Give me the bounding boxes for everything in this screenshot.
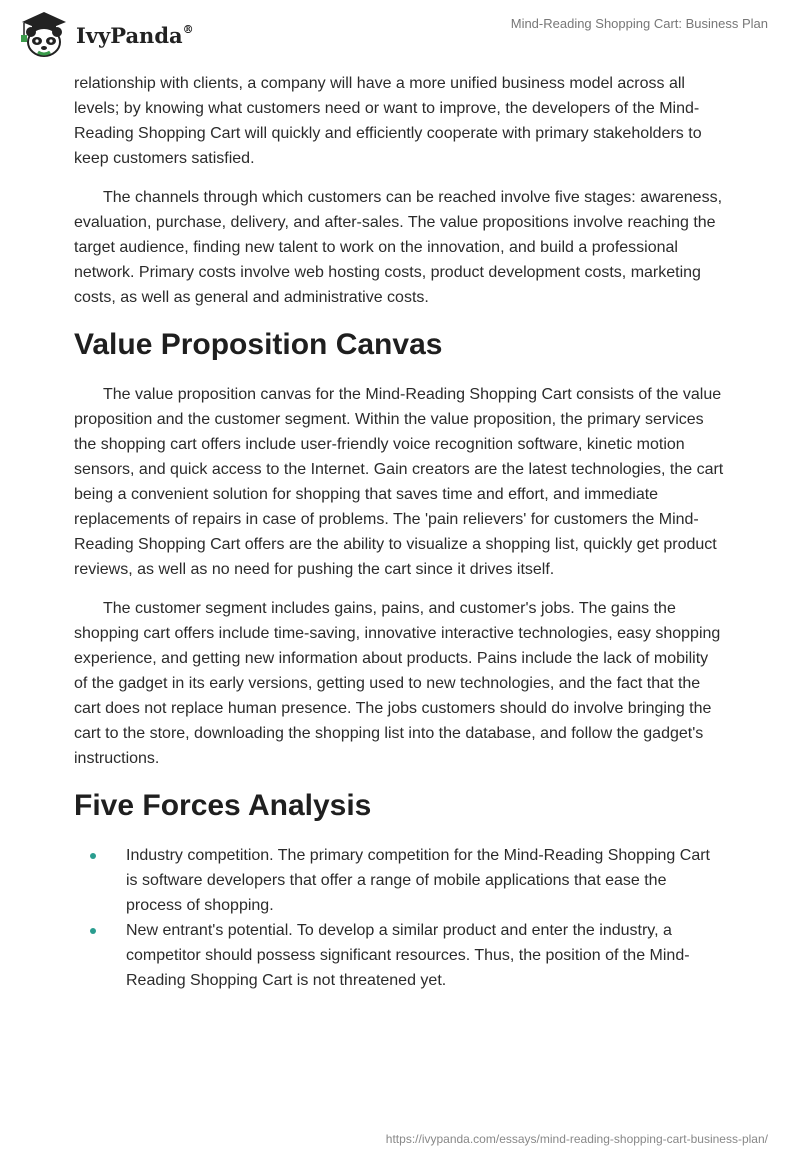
page-header [0,0,800,70]
bullet-dot-icon [90,928,96,934]
list-item-text: New entrant's potential. To develop a similar product and enter the industry, a competitor should possess significant resources. Thus, the position of the Mind-Reading Shopping Cart is not threatened yet. [126,922,690,989]
section-heading-five-forces: Five Forces Analysis [74,789,372,822]
brand-name [76,23,194,48]
registered-mark: ® [182,22,194,36]
list-item [74,918,724,993]
bullet-dot-icon [90,853,96,859]
paragraph: The value proposition canvas for the Mind-Reading Shopping Cart consists of the value proposition and the customer segment. Within the value proposition, the primary services the shopping cart offers include user-friendly voice recognition software, kinetic motion sensors, and quick access to the Internet. Gain creators are the latest technologies, the cart being a convenient solution for shopping that saves time and effort, and immediate replacements of repairs in case of problems. The 'pain relievers' for customers the Mind-Reading Shopping Cart offers are the ability to visualize a shopping list, quickly get product reviews, as well as no need for pushing the cart since it drives itself. [74,386,724,578]
paragraph: The customer segment includes gains, pains, and customer's jobs. The gains the shopping cart offers include time-saving, innovative interactive technologies, easy shopping experience, and getting new information about products. Pains include the lack of mobility of the gadget in its early versions, getting used to new technologies, and the fact that the cart does not replace human presence. The jobs customers should do involve bringing the cart to the store, downloading the shopping list into the database, and follow the gadget's instructions. [74,600,721,767]
document-title: Mind-Reading Shopping Cart: Business Plan [510,16,768,31]
source-url[interactable]: https://ivypanda.com/essays/mind-reading-shopping-cart-business-plan/ [385,1132,768,1146]
five-forces-list [74,843,724,993]
section-heading-value-proposition: Value Proposition Canvas [74,328,443,361]
brand-text: IvyPanda [76,22,183,48]
list-item [74,843,724,918]
article-body [74,71,724,993]
paragraph: relationship with clients, a company will have a more unified business model across all levels; by knowing what customers need or want to improve, the developers of the Mind-Reading Shopping Cart will quickly and efficiently cooperate with primary stakeholders to keep customers satisfied. [74,75,702,167]
paragraph: The channels through which customers can be reached involve five stages: awareness, evaluation, purchase, delivery, and after-sales. The value propositions involve reaching the target audience, finding new talent to work on the innovation, and build a professional network. Primary costs involve web hosting costs, product development costs, marketing costs, as well as general and administrative costs. [74,189,723,306]
brand-logo[interactable] [14,8,194,60]
panda-graduation-cap-icon [14,8,74,60]
list-item-text: Industry competition. The primary competition for the Mind-Reading Shopping Cart is software developers that offer a range of mobile applications that ease the process of shopping. [126,847,710,914]
